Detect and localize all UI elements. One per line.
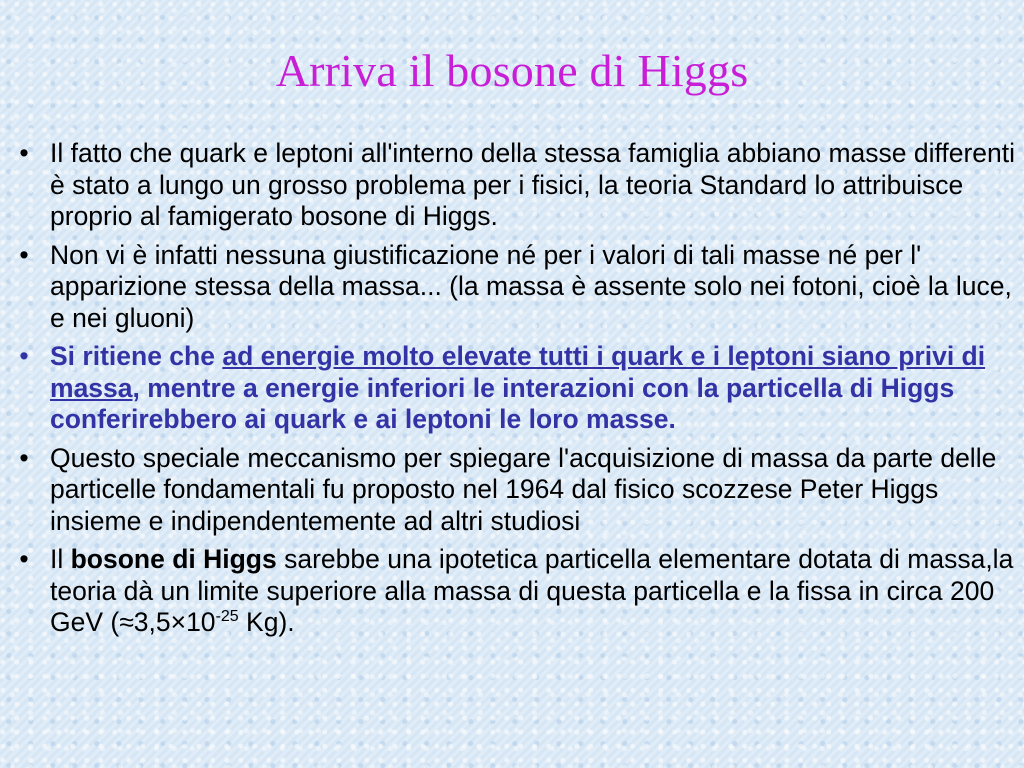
bullet-dot-icon: • [19, 239, 29, 270]
bullet-text: Non vi è infatti nessuna giustificazione né per i valori di tali masse né per l' apparizione stessa della massa... (la massa è assente solo nei fotoni, cioè la luce, e nei gluoni) [50, 239, 1012, 333]
bullet-dot-icon: • [19, 442, 29, 473]
bullet-item-highlighted [10, 341, 1018, 436]
bullet-item [10, 544, 1018, 639]
bullet-item [10, 240, 1018, 335]
bullet-item [10, 138, 1018, 233]
bullet-text: , mentre a energie inferiori le interazioni con la particella di Higgs conferirebbero ai quark e ai leptoni le loro masse. [50, 372, 955, 434]
bullet-text: Questo speciale meccanismo per spiegare l'acquisizione di massa da parte delle particelle fondamentali fu proposto nel 1964 dal fisico scozzese Peter Higgs [50, 442, 997, 504]
bullet-dot-icon: • [19, 544, 29, 574]
exponent: -25 [215, 608, 239, 626]
bullet-text: Il [50, 544, 71, 574]
bullet-text: Si ritiene che [50, 341, 223, 371]
bullet-text: insieme e indipendentemente ad altri studiosi [50, 505, 581, 536]
bullet-item [10, 443, 1018, 538]
bullet-link[interactable]: ad energie molto elevate tutti i quark e i leptoni siano privi di massa [50, 341, 986, 403]
bullet-text: Il fatto che quark e leptoni all'interno della stessa famiglia abbiano masse differenti è stato a lungo un grosso problema per i fisici, la teoria Standard lo attribuisce proprio al famigerato bosone di Higgs. [50, 138, 1016, 231]
bullet-bold-term: bosone di Higgs [70, 544, 277, 574]
bullet-dot-icon: • [19, 341, 29, 371]
bullet-list [10, 138, 1018, 646]
bullet-text: Kg). [238, 607, 295, 637]
bullet-dot-icon: • [19, 138, 29, 168]
bullet-text: sarebbe una ipotetica particella elementare dotata di massa,la teoria dà un limite superiore alla massa di questa particella e la fissa in circa 200 GeV (≈3,5×10 [50, 544, 1014, 637]
slide-title: Arriva il bosone di Higgs [275, 45, 749, 96]
